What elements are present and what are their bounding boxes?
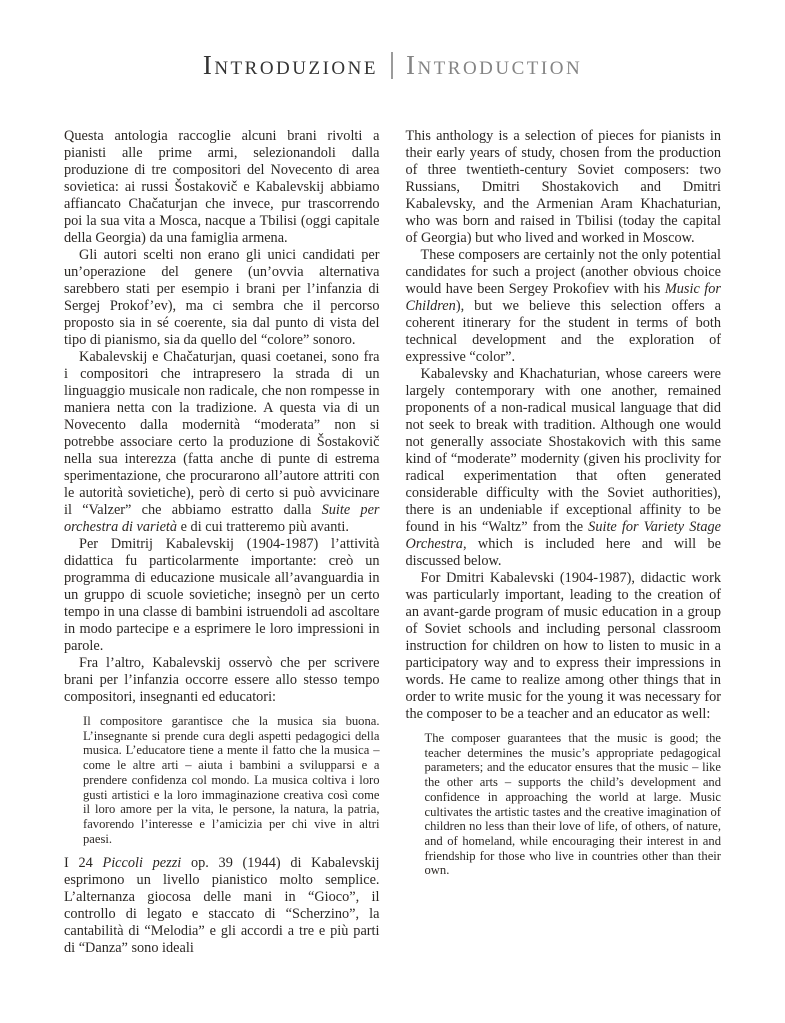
body-paragraph: [406, 247, 722, 366]
text-run: This anthology is a selection of pieces for pianists in their early years of study, chosen from the production of three twentieth-century Soviet composers: two Russians, Dmitri Shostakovich and Dmitri Kabalevsky, and the Armenian Aram Khachaturian, who was born and raised in Tbilisi (today the capital of Georgia) but who lived and worked in Moscow.: [405, 128, 721, 246]
text-run: , which is included here and will be discussed below.: [405, 536, 721, 569]
page-title: [0, 52, 785, 79]
title-english: Introduction: [405, 50, 583, 80]
body-paragraph: [64, 128, 380, 247]
title-italian: Introduzione: [202, 50, 378, 80]
text-run: op. 39 (1944) di Kabalevskij esprimono un livello pianistico molto semplice. L’alternanza giocosa delle mani in “Gioco”, il controllo di legato e staccato di “Scherzino”, la cantabilità di “Melodia” e gli accordi a tre e più parti di “Danza” sono ideali: [64, 855, 380, 957]
body-paragraph: [64, 349, 380, 536]
text-run: I 24: [64, 855, 103, 872]
text-run: Kabalevsky and Khachaturian, whose careers were largely contemporary with one another, remained proponents of a non-radical musical language that did not seek to break with tradition. Although one would not generally associate Shostakovich with this same kind of “moderate” modernity (given his proclivity for radical experimentation that often generated considerable difficulty with the Soviet authorities), there is an undeniable if exceptional affinity to be found in his “Waltz” from the: [405, 366, 721, 535]
text-run: Il compositore garantisce che la musica sia buona. L’insegnante si prende cura degli aspetti pedagogici della musica. L’educatore tiene a mente il fatto che la musica – come le altre arti – aiuta i bambini a svilupparsi e a prendere confidenza col mondo. La musica coltiva i loro gusti artistici e la loro immaginazione creativa così come il loro amore per la vita, le persone, la natura, la patria, favorendo l’interesse e l’amicizia per chi vive in altri paesi.: [83, 714, 380, 846]
body-paragraph: [406, 570, 722, 723]
body-paragraph: [64, 855, 380, 957]
body-paragraph: [64, 655, 380, 706]
text-run: Kabalevskij e Chačaturjan, quasi coetanei, sono fra i compositori che intrapresero la strada di un linguaggio musicale non radicale, che non rompesse in maniera netta con la tradizione. A questa via di un Novecento dalla modernità “moderata” non si potrebbe associare certo la produzione di Šostakovič nella sua interezza (fatta anche di punte di estrema sperimentazione, che procurarono all’autore attriti con le autorità sovietiche), però di certo si può avvicinare il “Valzer” che abbiamo estratto dalla: [64, 349, 380, 518]
text-run: The composer guarantees that the music is good; the teacher determines the music’s appropriate pedagogical parameters; and the educator ensures that the music – like the other arts – supports the child’s development and confidence in approaching the world at large. Music cultivates the artistic tastes and the creative imagination of children no less than their love of life, of others, of nature, and of homeland, while encouraging their interest in and friendship for those who live in countries other than their own.: [424, 731, 721, 878]
text-run: Gli autori scelti non erano gli unici candidati per un’operazione del genere (un’ovvia alternativa sarebbero stati per esempio i brani per l’infanzia di Sergej Prokof’ev), ma ci sembra che il percorso proposto sia in sé coerente, sia dal punto di vista del tipo di pianismo, sia da quello del “colore” sonoro.: [64, 247, 380, 348]
body-paragraph: [406, 128, 722, 247]
text-run: e di cui tratteremo più avanti.: [177, 519, 349, 535]
block-quote: [425, 731, 722, 878]
text-run: ), but we believe this selection offers a coherent itinerary for the student in terms of both technical development and the exploration of expressive “color”.: [405, 298, 721, 365]
text-run: For Dmitri Kabalevski (1904-1987), didactic work was particularly important, leading to the creation of an avant-garde program of music education in a group of Soviet schools and including personal classroom instruction for children on how to listen to music in a participatory way and to express their impressions in words. He came to realize among other things that in order to write music for the young it was necessary for the composer to be a teacher and an educator as well:: [405, 570, 721, 722]
cited-work-title: Suite per orchestra di varietà: [64, 502, 380, 535]
cited-work-title: Suite for Variety Stage Orchestra: [405, 519, 721, 552]
text-run: Per Dmitrij Kabalevskij (1904-1987) l’attività didattica fu particolarmente importante: creò un programma di educazione musicale all’avanguardia in un gruppo di scuole sovietiche; insegnò per un certo tempo in una classe di bambini istruendoli ad ascoltare in modo partecipe e a esprimere le loro impressioni in parole.: [64, 536, 380, 654]
body-paragraph: [64, 247, 380, 349]
cited-work-title: Piccoli pezzi: [102, 855, 182, 872]
text-run: Fra l’altro, Kabalevskij osservò che per scrivere brani per l’infanzia occorre essere allo stesso tempo compositori, insegnanti ed educatori:: [64, 655, 380, 705]
block-quote: [83, 714, 380, 846]
text-run: Questa antologia raccoglie alcuni brani rivolti a pianisti alle prime armi, selezionandoli dalla produzione di tre compositori del Novecento di area sovietica: ai russi Šostakovič e Kabalevskij abbiamo affiancato Chačaturjan che invece, pur trascorrendo poi la sua vita a Mosca, nacque a Tbilisi (oggi capitale della Georgia) da una famiglia armena.: [64, 128, 380, 246]
right-column-english: [406, 128, 722, 957]
title-separator-bar: [391, 52, 393, 79]
cited-work-title: Music for Children: [405, 281, 721, 314]
text-run: These composers are certainly not the only potential candidates for such a project (another obvious choice would have been Sergey Prokofiev with his: [405, 247, 721, 297]
left-column-italian: [64, 128, 380, 957]
body-paragraph: [64, 536, 380, 655]
body-paragraph: [406, 366, 722, 570]
two-column-text: [0, 128, 785, 957]
